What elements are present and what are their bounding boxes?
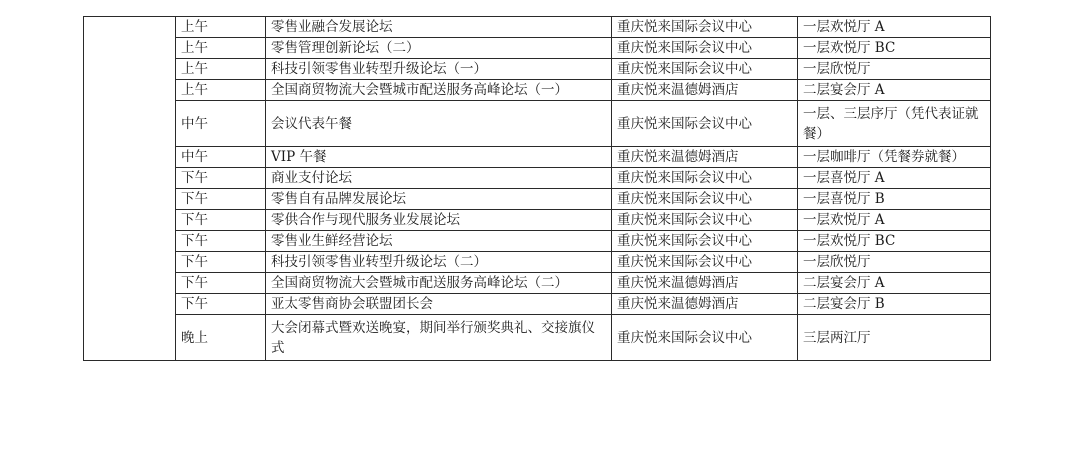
venue-cell: 重庆悦来温德姆酒店 xyxy=(612,273,798,294)
venue-cell: 重庆悦来国际会议中心 xyxy=(612,252,798,273)
venue-cell: 重庆悦来温德姆酒店 xyxy=(612,294,798,315)
table-row xyxy=(84,189,991,210)
event-cell: 零售业融合发展论坛 xyxy=(266,17,612,38)
table-row xyxy=(84,80,991,101)
time-cell: 下午 xyxy=(176,168,266,189)
event-cell: 商业支付论坛 xyxy=(266,168,612,189)
venue-cell: 重庆悦来国际会议中心 xyxy=(612,59,798,80)
event-cell: 零售管理创新论坛（二） xyxy=(266,38,612,59)
schedule-body xyxy=(84,17,991,361)
table-row xyxy=(84,101,991,147)
venue-cell: 重庆悦来国际会议中心 xyxy=(612,38,798,59)
event-cell: 零供合作与现代服务业发展论坛 xyxy=(266,210,612,231)
event-cell: VIP 午餐 xyxy=(266,147,612,168)
time-cell: 上午 xyxy=(176,59,266,80)
room-cell: 一层喜悦厅 A xyxy=(798,168,991,189)
room-cell: 二层宴会厅 A xyxy=(798,80,991,101)
table-row xyxy=(84,273,991,294)
venue-cell: 重庆悦来国际会议中心 xyxy=(612,189,798,210)
event-cell: 科技引领零售业转型升级论坛（二） xyxy=(266,252,612,273)
venue-cell: 重庆悦来国际会议中心 xyxy=(612,168,798,189)
room-cell: 一层咖啡厅（凭餐券就餐） xyxy=(798,147,991,168)
room-cell: 二层宴会厅 B xyxy=(798,294,991,315)
time-cell: 上午 xyxy=(176,17,266,38)
time-cell: 下午 xyxy=(176,273,266,294)
room-cell: 三层两江厅 xyxy=(798,315,991,361)
time-cell: 下午 xyxy=(176,252,266,273)
event-cell: 零售自有品牌发展论坛 xyxy=(266,189,612,210)
table-row xyxy=(84,38,991,59)
venue-cell: 重庆悦来温德姆酒店 xyxy=(612,147,798,168)
table-row xyxy=(84,59,991,80)
table-row xyxy=(84,252,991,273)
time-cell: 下午 xyxy=(176,294,266,315)
time-cell: 中午 xyxy=(176,101,266,147)
table-row xyxy=(84,294,991,315)
event-cell: 会议代表午餐 xyxy=(266,101,612,147)
time-cell: 下午 xyxy=(176,231,266,252)
time-cell: 下午 xyxy=(176,210,266,231)
room-cell: 一层欣悦厅 xyxy=(798,59,991,80)
room-cell: 二层宴会厅 A xyxy=(798,273,991,294)
date-cell xyxy=(84,17,176,361)
venue-cell: 重庆悦来国际会议中心 xyxy=(612,315,798,361)
room-cell: 一层、三层序厅（凭代表证就餐） xyxy=(798,101,991,147)
table-row xyxy=(84,210,991,231)
venue-cell: 重庆悦来温德姆酒店 xyxy=(612,80,798,101)
venue-cell: 重庆悦来国际会议中心 xyxy=(612,101,798,147)
table-row xyxy=(84,147,991,168)
venue-cell: 重庆悦来国际会议中心 xyxy=(612,231,798,252)
event-cell: 科技引领零售业转型升级论坛（一） xyxy=(266,59,612,80)
time-cell: 中午 xyxy=(176,147,266,168)
table-row xyxy=(84,17,991,38)
table-row xyxy=(84,168,991,189)
venue-cell: 重庆悦来国际会议中心 xyxy=(612,210,798,231)
event-cell: 大会闭幕式暨欢送晚宴，期间举行颁奖典礼、交接旗仪式 xyxy=(266,315,612,361)
table-row xyxy=(84,315,991,361)
time-cell: 晚上 xyxy=(176,315,266,361)
event-cell: 全国商贸物流大会暨城市配送服务高峰论坛（一） xyxy=(266,80,612,101)
time-cell: 上午 xyxy=(176,80,266,101)
time-cell: 下午 xyxy=(176,189,266,210)
room-cell: 一层欢悦厅 BC xyxy=(798,231,991,252)
event-cell: 全国商贸物流大会暨城市配送服务高峰论坛（二） xyxy=(266,273,612,294)
room-cell: 一层欢悦厅 BC xyxy=(798,38,991,59)
event-cell: 零售业生鲜经营论坛 xyxy=(266,231,612,252)
room-cell: 一层欢悦厅 A xyxy=(798,17,991,38)
room-cell: 一层喜悦厅 B xyxy=(798,189,991,210)
time-cell: 上午 xyxy=(176,38,266,59)
event-cell: 亚太零售商协会联盟团长会 xyxy=(266,294,612,315)
room-cell: 一层欣悦厅 xyxy=(798,252,991,273)
schedule-table xyxy=(83,16,991,361)
room-cell: 一层欢悦厅 A xyxy=(798,210,991,231)
table-row xyxy=(84,231,991,252)
venue-cell: 重庆悦来国际会议中心 xyxy=(612,17,798,38)
